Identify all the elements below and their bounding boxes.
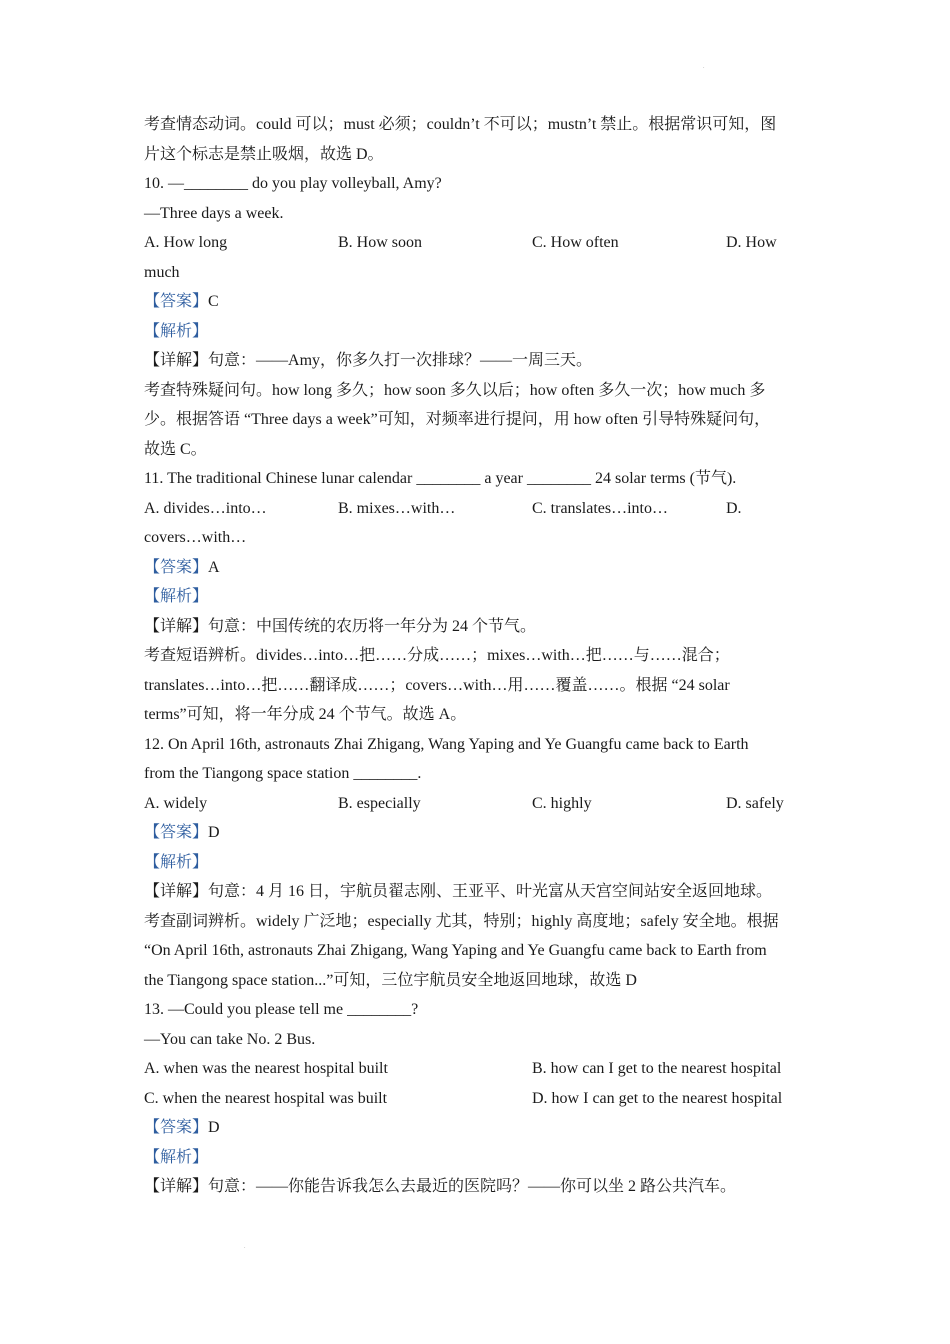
- answer-value: D: [208, 1119, 220, 1136]
- q11-options: [144, 494, 810, 524]
- q12-options: [144, 789, 810, 819]
- detail-text: 句意：4 月 16 日，宇航员翟志刚、王亚平、叶光富从天宫空间站安全返回地球。: [208, 883, 773, 900]
- detail-tag: 【详解】: [144, 883, 209, 900]
- q13-option-a: A. when was the nearest hospital built: [144, 1060, 388, 1077]
- analysis-tag: 【解析】: [144, 1148, 209, 1166]
- q12-analysis-heading: [144, 848, 810, 878]
- q11-option-b: B. mixes…with…: [338, 499, 456, 517]
- analysis-tag: 【解析】: [144, 853, 209, 871]
- q12-stem-line-2: from the Tiangong space station ________.: [144, 765, 422, 782]
- q11-explanation-line-2: translates…into…把……翻译成……；covers…with…用……覆盖……。根据 “24 solar: [144, 676, 730, 694]
- answer-value: D: [208, 824, 220, 841]
- detail-tag: 【详解】: [144, 352, 209, 369]
- detail-text: 句意：中国传统的农历将一年分为 24 个节气。: [208, 617, 537, 635]
- q12-explanation-line-1: 考查副词辨析。widely 广泛地；especially 尤其，特别；highly 高度地；safely 安全地。根据: [144, 912, 779, 930]
- q10-option-c: C. How often: [532, 234, 619, 251]
- q10-option-d: D. How: [726, 234, 777, 251]
- analysis-tag: 【解析】: [144, 322, 209, 340]
- q12-option-a: A. widely: [144, 794, 208, 812]
- q10-option-a: A. How long: [144, 234, 228, 251]
- q13-analysis-heading: [144, 1143, 810, 1173]
- footer-mark: .: [244, 1244, 246, 1250]
- q11-explanation-line-3: terms”可知，将一年分成 24 个节气。故选 A。: [144, 706, 467, 723]
- q11-explanation-line-1: 考查短语辨析。divides…into…把……分成……；mixes…with…把……与……混合；: [144, 647, 730, 664]
- q10-option-b: B. How soon: [338, 234, 423, 251]
- q12-explanation-line-3: the Tiangong space station...”可知，三位宇航员安全地返回地球，故选 D: [144, 971, 637, 989]
- header-mark: .: [703, 64, 705, 70]
- analysis-tag: 【解析】: [144, 588, 209, 605]
- q13-options-row-2: [144, 1084, 810, 1114]
- q13-option-d: D. how I can get to the nearest hospital: [532, 1089, 783, 1107]
- q10-answer: [144, 287, 810, 317]
- detail-text: 句意：——你能告诉我怎么去最近的医院吗？——你可以坐 2 路公共汽车。: [208, 1178, 737, 1195]
- answer-tag: 【答案】: [144, 824, 209, 841]
- q13-option-b: B. how can I get to the nearest hospital: [532, 1060, 782, 1077]
- answer-tag: 【答案】: [144, 293, 209, 310]
- q12-answer: [144, 818, 810, 848]
- q10-reply: —Three days a week.: [144, 204, 284, 222]
- q10-option-d-wrap: much: [144, 263, 180, 281]
- q10-stem: 10. —________ do you play volleyball, Amy?: [144, 175, 442, 192]
- q9-explanation-line-1: 考查情态动词。could 可以；must 必须；couldn’t 不可以；mustn’t 禁止。根据常识可知，图: [144, 116, 777, 133]
- q12-explanation-line-2: “On April 16th, astronauts Zhai Zhigang, Wang Yaping and Ye Guangfu came back to Earth from: [144, 942, 767, 959]
- q10-explanation-line-3: 故选 C。: [144, 440, 207, 458]
- q11-option-a: A. divides…into…: [144, 499, 267, 517]
- q9-explanation-line-2: 片这个标志是禁止吸烟，故选 D。: [144, 145, 384, 163]
- q13-stem: 13. —Could you please tell me ________?: [144, 1001, 419, 1018]
- answer-value: C: [208, 293, 219, 310]
- q12-option-c: C. highly: [532, 794, 592, 812]
- q10-analysis-heading: [144, 317, 810, 347]
- q10-explanation-line-2: 少。根据答语 “Three days a week”可知，对频率进行提问，用 how often 引导特殊疑问句，: [144, 411, 771, 428]
- q11-option-c: C. translates…into…: [532, 499, 668, 517]
- q12-option-b: B. especially: [338, 794, 421, 812]
- q11-option-d-wrap: covers…with…: [144, 529, 247, 546]
- q12-option-d: D. safely: [726, 794, 784, 812]
- q12-detail: [144, 877, 810, 907]
- q11-option-d: D.: [726, 499, 742, 517]
- q13-options-row-1: [144, 1054, 810, 1084]
- answer-tag: 【答案】: [144, 558, 209, 576]
- detail-tag: 【详解】: [144, 1178, 209, 1195]
- q13-detail: [144, 1172, 810, 1202]
- answer-tag: 【答案】: [144, 1119, 209, 1136]
- q11-stem: 11. The traditional Chinese lunar calendar ________ a year ________ 24 solar terms (节气).: [144, 470, 737, 487]
- q11-analysis-heading: [144, 582, 810, 612]
- detail-text: 句意：——Amy，你多久打一次排球？——一周三天。: [208, 352, 593, 369]
- q11-answer: [144, 553, 810, 583]
- document-page: [144, 110, 810, 1202]
- q10-options: [144, 228, 810, 258]
- q10-explanation-line-1: 考查特殊疑问句。how long 多久；how soon 多久以后；how often 多久一次；how much 多: [144, 381, 766, 399]
- q13-answer: [144, 1113, 810, 1143]
- q11-detail: [144, 612, 810, 642]
- answer-value: A: [208, 558, 220, 576]
- q13-reply: —You can take No. 2 Bus.: [144, 1030, 316, 1048]
- q10-detail: [144, 346, 810, 376]
- detail-tag: 【详解】: [144, 617, 209, 635]
- q13-option-c: C. when the nearest hospital was built: [144, 1089, 388, 1107]
- q12-stem-line-1: 12. On April 16th, astronauts Zhai Zhigang, Wang Yaping and Ye Guangfu came back to Earth: [144, 735, 749, 753]
